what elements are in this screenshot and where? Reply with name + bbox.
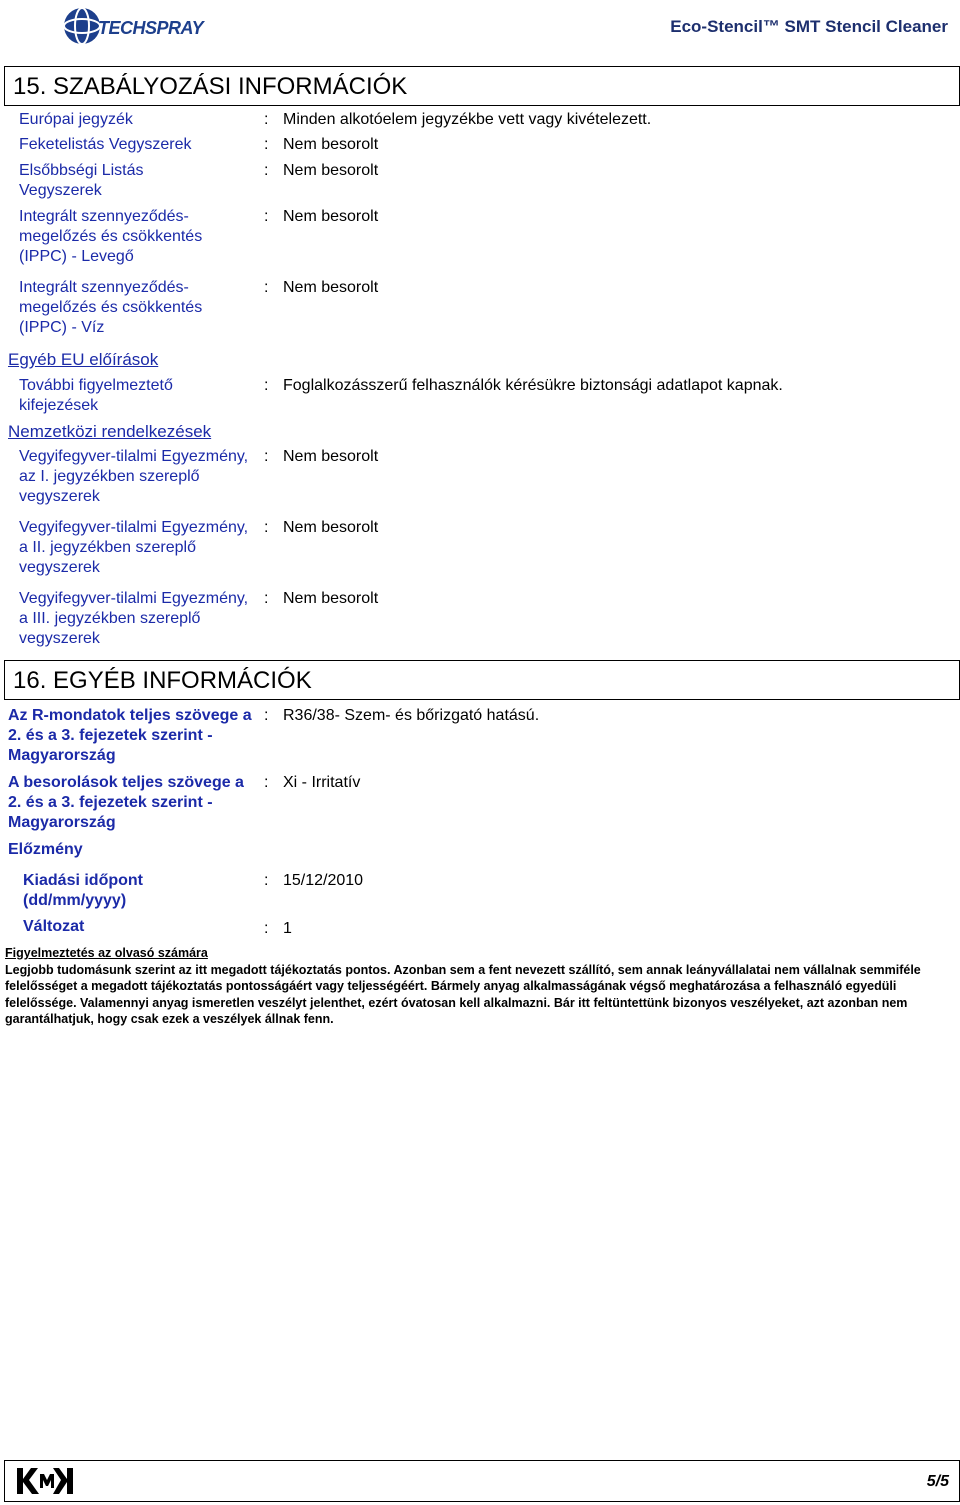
row-label: Vegyifegyver-tilalmi Egyezmény, a II. jegyzékben szereplő vegyszerek bbox=[19, 519, 249, 576]
issue-date-value: 15/12/2010 bbox=[283, 872, 364, 889]
row-value: Nem besorolt bbox=[283, 162, 379, 179]
product-name: Eco-Stencil™ SMT Stencil Cleaner bbox=[670, 17, 948, 36]
colon: : bbox=[264, 111, 269, 128]
logo-wordmark: TECHSPRAY bbox=[98, 18, 204, 38]
colon: : bbox=[264, 519, 269, 536]
row-label: Európai jegyzék bbox=[19, 111, 133, 128]
row-value: Foglalkozásszerű felhasználók kérésükre biztonsági adatlapot kapnak. bbox=[283, 377, 783, 394]
row-value: Nem besorolt bbox=[283, 590, 379, 607]
row-label: Integrált szennyeződés-megelőzés és csökkentés (IPPC) - Víz bbox=[19, 279, 203, 336]
section-16-header bbox=[4, 660, 960, 700]
row-label: Elsőbbségi Listás Vegyszerek bbox=[19, 162, 144, 199]
row-label: Integrált szennyeződés-megelőzés és csökkentés (IPPC) - Levegő bbox=[19, 208, 203, 265]
issue-date-label: Kiadási időpont (dd/mm/yyyy) bbox=[23, 872, 143, 909]
colon: : bbox=[264, 920, 269, 937]
row-label: Feketelistás Vegyszerek bbox=[19, 136, 192, 153]
colon: : bbox=[264, 872, 269, 889]
row-value: Nem besorolt bbox=[283, 448, 379, 465]
row-label: Vegyifegyver-tilalmi Egyezmény, az I. jegyzékben szereplő vegyszerek bbox=[19, 448, 249, 505]
notice-text: Legjobb tudomásunk szerint az itt megadott tájékoztatás pontos. Azonban sem a fent nevezett szállító, sem annak leányvállalatai nem vállalnak semmiféle felelősséget a megadott tájékoztatás pontosságáért vagy teljességéért. Bármely anyag alkalmasságának végső meghatározása a felhasználó egyedüli felelőssége. Valamennyi anyag ismeretlen veszélyt jelenthet, ezért óvatosan kell alkalmazni. Bár itt feltüntettünk bizonyos veszélyeket, azt azonban nem garantálhatjuk, hogy csak ezek a veszélyek állnak fenn. bbox=[5, 963, 921, 1026]
kmk-logo-icon bbox=[15, 1466, 75, 1496]
row-value: Nem besorolt bbox=[283, 279, 379, 296]
colon: : bbox=[264, 707, 269, 724]
version-label: Változat bbox=[23, 918, 85, 935]
row-value: Nem besorolt bbox=[283, 208, 379, 225]
row-label: Vegyifegyver-tilalmi Egyezmény, a III. jegyzékben szereplő vegyszerek bbox=[19, 590, 249, 647]
page-number: 5/5 bbox=[926, 1473, 949, 1490]
colon: : bbox=[264, 448, 269, 465]
colon: : bbox=[264, 162, 269, 179]
colon: : bbox=[264, 590, 269, 607]
page-footer bbox=[4, 1460, 960, 1502]
row-value: R36/38- Szem- és bőrizgató hatású. bbox=[283, 707, 540, 724]
colon: : bbox=[264, 279, 269, 296]
other-eu-heading: Egyéb EU előírások bbox=[8, 350, 159, 369]
intl-heading: Nemzetközi rendelkezések bbox=[8, 422, 212, 441]
row-label: További figyelmeztető kifejezések bbox=[19, 377, 173, 414]
colon: : bbox=[264, 774, 269, 791]
row-value: Minden alkotóelem jegyzékbe vett vagy kivételezett. bbox=[283, 111, 652, 128]
colon: : bbox=[264, 136, 269, 153]
row-label: A besorolások teljes szövege a 2. és a 3. fejezetek szerint - Magyarország bbox=[8, 774, 244, 831]
history-heading: Előzmény bbox=[8, 841, 83, 858]
techspray-logo bbox=[62, 6, 204, 46]
section-15-title: 15. SZABÁLYOZÁSI INFORMÁCIÓK bbox=[13, 73, 408, 100]
row-value: Nem besorolt bbox=[283, 136, 379, 153]
section-16-title: 16. EGYÉB INFORMÁCIÓK bbox=[13, 667, 312, 694]
globe-icon bbox=[62, 6, 102, 46]
row-value: Nem besorolt bbox=[283, 519, 379, 536]
colon: : bbox=[264, 377, 269, 394]
colon: : bbox=[264, 208, 269, 225]
notice-title: Figyelmeztetés az olvasó számára bbox=[5, 946, 208, 960]
section-15-header bbox=[4, 66, 960, 106]
row-label: Az R-mondatok teljes szövege a 2. és a 3. fejezetek szerint - Magyarország bbox=[8, 707, 252, 764]
version-value: 1 bbox=[283, 920, 292, 937]
row-value: Xi - Irritatív bbox=[283, 774, 361, 791]
